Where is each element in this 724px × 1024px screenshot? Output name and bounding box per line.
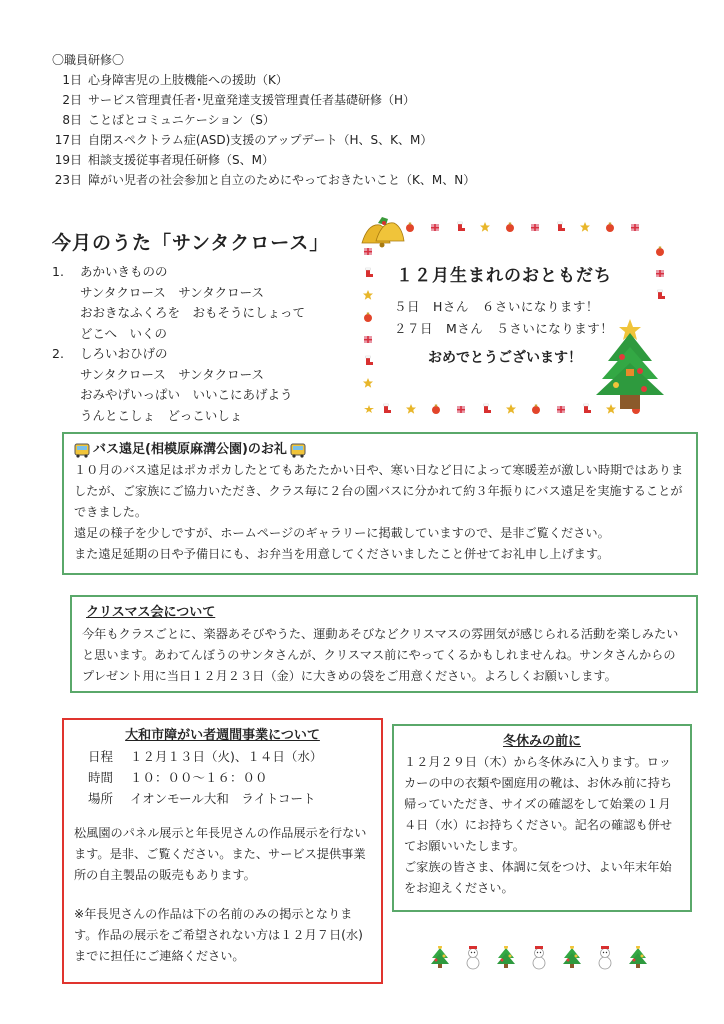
- birthday-line: ５日 Hさん ６さいになります！: [394, 299, 599, 314]
- stocking-icon: [484, 404, 492, 413]
- winter-paragraph: ご家族の皆さま、体調に気をつけ、よい年末年始をお迎えください。: [404, 860, 672, 895]
- yamato-note: ※年長児さんの作品は下の名前のみの掲示となります。作品の展示をご希望されない方は１２月７日(水)までに担任にご連絡ください。: [74, 907, 363, 963]
- ornament-ball-icon: [432, 405, 440, 415]
- mini-tree-icon: [563, 946, 581, 968]
- bus-excursion-title: バス遠足(相模原麻溝公園)のお礼: [74, 440, 686, 460]
- birthday-congrats: おめでとうございます！: [428, 350, 582, 366]
- lyric-line: おみやげいっぱい いいこにあげよう: [80, 387, 293, 402]
- lyric-line: おおきなふくろを おもそうにしょって: [80, 305, 306, 320]
- christmas-party-body: 今年もクラスごとに、楽器あそびやうた、運動あそびなどクリスマスの雰囲気が感じられる活動を楽しみたいと思います。あわてんぼうのサンタさんが、クリスマス前にやってくるかもしれませんね。サンタさんからのプレゼント用に当日１２月２３日（金）に大きめの袋をご用意ください。よろしくお願いします。: [82, 627, 679, 683]
- mini-tree-icon: [629, 946, 647, 968]
- yamato-event-title: 大和市障がい者週間事業について: [125, 728, 320, 743]
- training-item: 17日 自閉スペクトラム症(ASD)支援のアップデート（H、S、K、M）: [54, 133, 433, 147]
- yamato-paragraph: 松風園のパネル展示と年長児さんの作品展示を行ないます。是非、ご覧ください。また、サービス提供事業所の自主製品の販売もあります。: [74, 826, 367, 882]
- lyric-line: サンタクロース サンタクロース: [80, 366, 265, 382]
- stocking-icon: [458, 222, 466, 231]
- lyric-line: うんとこしょ どっこいしょ: [80, 407, 243, 423]
- song-lyrics: [52, 262, 352, 426]
- snowman-icon: [599, 946, 611, 969]
- gift-box-icon: [364, 248, 372, 255]
- star-icon: [406, 404, 416, 414]
- gift-box-icon: [364, 336, 372, 343]
- stocking-icon: [584, 404, 592, 413]
- birthday-frame: [358, 215, 672, 420]
- birthday-title: １２月生まれのおともだち: [396, 266, 612, 286]
- bus-icon: [290, 442, 306, 458]
- stocking-icon: [384, 404, 392, 413]
- gift-box-icon: [631, 224, 639, 231]
- stocking-icon: [366, 356, 374, 365]
- event-place-row: 場所 イオンモール大和 ライトコート: [88, 791, 316, 806]
- lyric-line: サンタクロース サンタクロース: [80, 284, 265, 300]
- bus-paragraph: 遠足の様子を少しですが、ホームページのギャラリーに掲載していますので、是非ご覧ください。: [74, 526, 610, 540]
- winter-break-title: 冬休みの前に: [502, 734, 581, 749]
- lyric-line: 1. あかいきものの: [52, 264, 168, 279]
- training-item: 19日 相談支援従事者現任研修（S、M）: [54, 153, 274, 167]
- christmas-party-title: クリスマス会について: [86, 605, 216, 620]
- gift-box-icon: [531, 224, 539, 231]
- snowman-icon: [467, 946, 479, 969]
- star-icon: [363, 290, 373, 300]
- ornament-ball-icon: [656, 247, 664, 257]
- bus-paragraph: また遠足延期の日や予備日にも、お弁当を用意してくださいましたこと併せてお礼申し上げます。: [74, 547, 610, 561]
- star-icon: [480, 222, 490, 232]
- gift-box-icon: [557, 406, 565, 413]
- stocking-icon: [366, 268, 374, 277]
- ornament-ball-icon: [506, 223, 514, 233]
- star-icon: [506, 404, 516, 414]
- training-item: 1日 心身障害児の上肢機能への援助（K）: [62, 73, 288, 87]
- bus-paragraph: １０月のバス遠足はポカポカしたとてもあたたかい日や、寒い日など日によって寒暖差が激しい時期ではありましたが、ご家族にご協力いただき、クラス毎に２台の園バスに分かれて約３年振りにバス遠足を実施することができました。: [74, 463, 684, 519]
- gift-box-icon: [457, 406, 465, 413]
- gift-box-icon: [656, 270, 664, 277]
- birthday-line: ２７日 Mさん ５さいになります！: [394, 321, 614, 336]
- winter-paragraph: １２月２９日（木）から冬休みに入ります。ロッカーの中の衣類や園庭用の靴は、お休み前に持ち帰っていただき、サイズの確認をして始業の１月４日（水）にお持ちください。記名の確認も併せてお願いいたします。: [404, 755, 673, 853]
- christmas-party-notice: [70, 595, 698, 693]
- ornament-ball-icon: [364, 313, 372, 323]
- staff-training-section: [52, 50, 672, 190]
- ornament-ball-icon: [532, 405, 540, 415]
- event-date-row: 日程 １２月１３日（火)、１４日（水）: [88, 749, 323, 764]
- gift-box-icon: [431, 224, 439, 231]
- training-item: 2日 サービス管理責任者･児童発達支援管理責任者基礎研修（H）: [62, 93, 416, 107]
- lyric-line: 2. しろいおひげの: [52, 346, 168, 361]
- training-item: 8日 ことばとコミュニケーション（S）: [62, 113, 275, 127]
- stocking-icon: [558, 222, 566, 231]
- star-icon: [363, 378, 373, 388]
- training-item: 23日 障がい児者の社会参加と自立のためにやっておきたいこと（K、M、N）: [54, 173, 476, 187]
- mini-tree-icon: [431, 946, 449, 968]
- bus-excursion-notice: [62, 432, 698, 575]
- christmas-tree-icon: [594, 315, 666, 411]
- bus-icon: [74, 442, 90, 458]
- event-time-row: 時間 １０：００～１６：００: [88, 770, 268, 785]
- song-title: 今月のうた「サンタクロース」: [52, 232, 330, 254]
- yamato-event-notice: [62, 718, 383, 984]
- training-heading: 〇職員研修〇: [52, 53, 125, 67]
- ornament-ball-icon: [406, 223, 414, 233]
- ornament-ball-icon: [606, 223, 614, 233]
- stocking-icon: [658, 290, 666, 299]
- snowman-icon: [533, 946, 545, 969]
- lyric-line: どこへ いくの: [80, 325, 168, 341]
- mini-tree-icon: [497, 946, 515, 968]
- tree-snowman-decoration-row: [430, 946, 660, 972]
- winter-break-notice: [392, 724, 692, 912]
- star-icon: [580, 222, 590, 232]
